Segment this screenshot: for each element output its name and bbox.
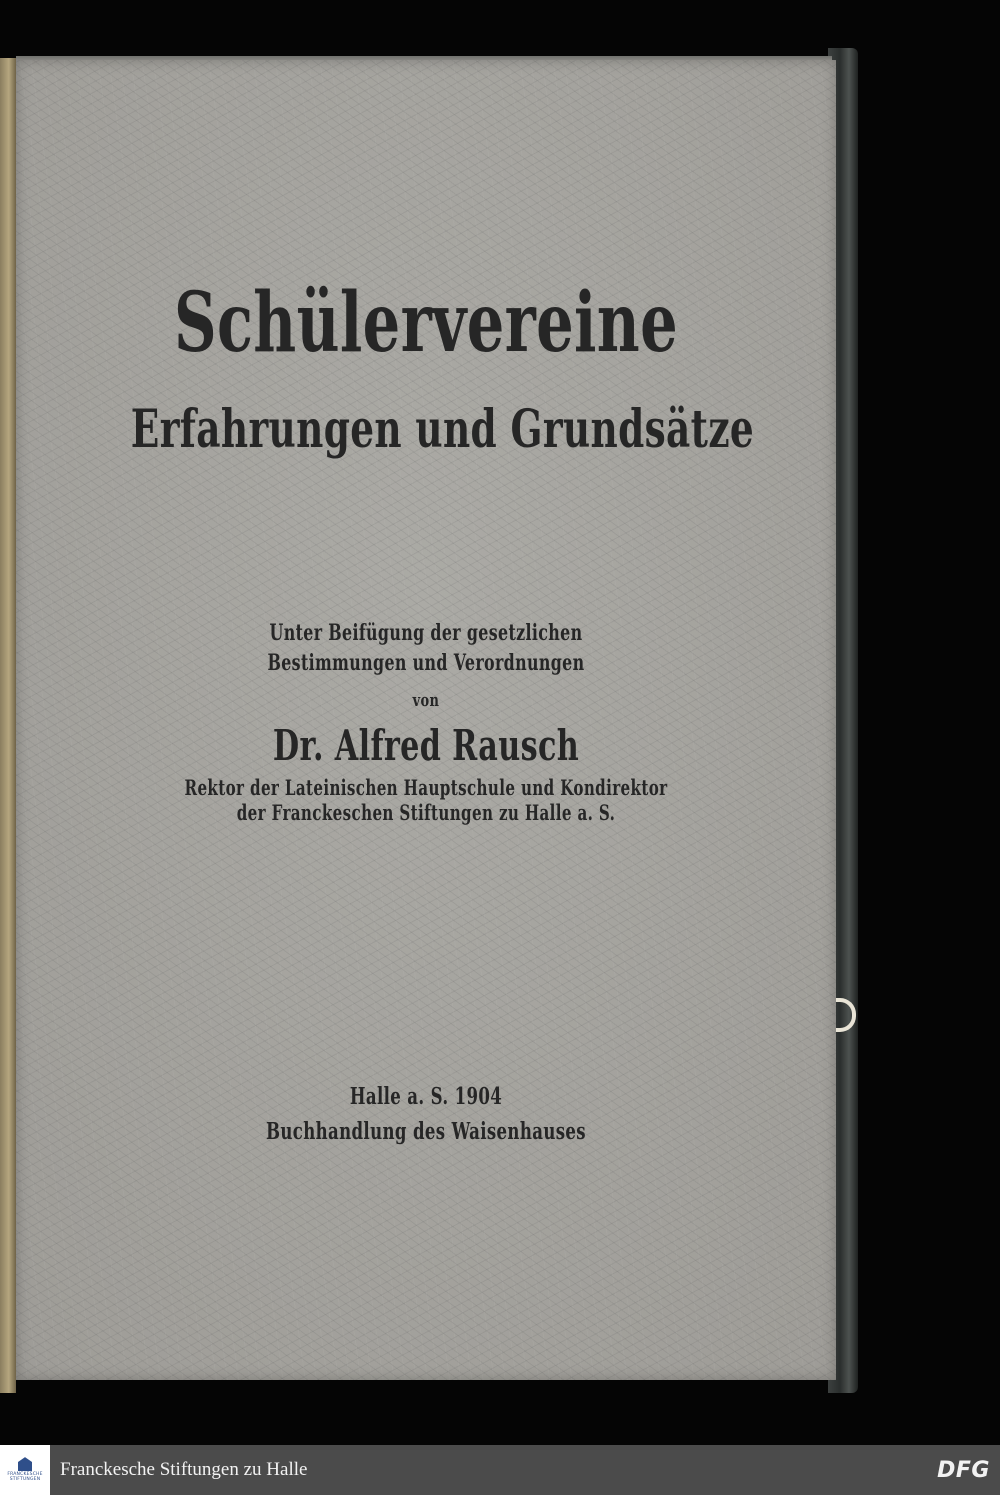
logo-text-1: FRANCKESCHE xyxy=(7,1472,43,1478)
left-page-edge xyxy=(0,58,16,1393)
author-line xyxy=(16,721,836,770)
author-role-1: Rektor der Lateinischen Hauptschule und Kondirektor xyxy=(184,775,668,800)
imprint-place-year: Halle a. S. 1904 xyxy=(349,1083,503,1110)
book-title-line xyxy=(16,275,836,371)
book-subtitle-line xyxy=(16,399,836,460)
author-role-2: der Franckeschen Stiftungen zu Halle a. S. xyxy=(236,800,616,825)
imprint-publisher: Buchhandlung des Waisenhauses xyxy=(266,1118,586,1145)
author-role-line-1 xyxy=(16,775,836,800)
imprint-place-line xyxy=(16,1083,836,1111)
dfg-logo[interactable]: DFG xyxy=(937,1457,990,1483)
imprint-publisher-line xyxy=(16,1118,836,1146)
note-line-2 xyxy=(16,650,836,676)
note-line-1 xyxy=(16,620,836,646)
book-title: Schülervereine xyxy=(173,275,679,371)
building-icon xyxy=(18,1457,32,1471)
author-name: Dr. Alfred Rausch xyxy=(272,721,580,770)
book-subtitle: Erfahrungen und Grundsätze xyxy=(130,399,755,460)
logo-text-2: STIFTUNGEN xyxy=(9,1477,41,1482)
note-text-2: Bestimmungen und Verordnungen xyxy=(267,650,585,676)
author-role-line-2 xyxy=(16,800,836,825)
by-text: von xyxy=(412,690,440,711)
by-line xyxy=(16,690,836,712)
viewer-footer xyxy=(0,1445,1000,1495)
note-text-1: Unter Beifügung der gesetzlichen xyxy=(269,620,583,646)
title-page xyxy=(16,60,836,1380)
institution-name[interactable]: Franckesche Stiftungen zu Halle xyxy=(60,1459,308,1480)
institution-logo[interactable] xyxy=(0,1445,50,1495)
